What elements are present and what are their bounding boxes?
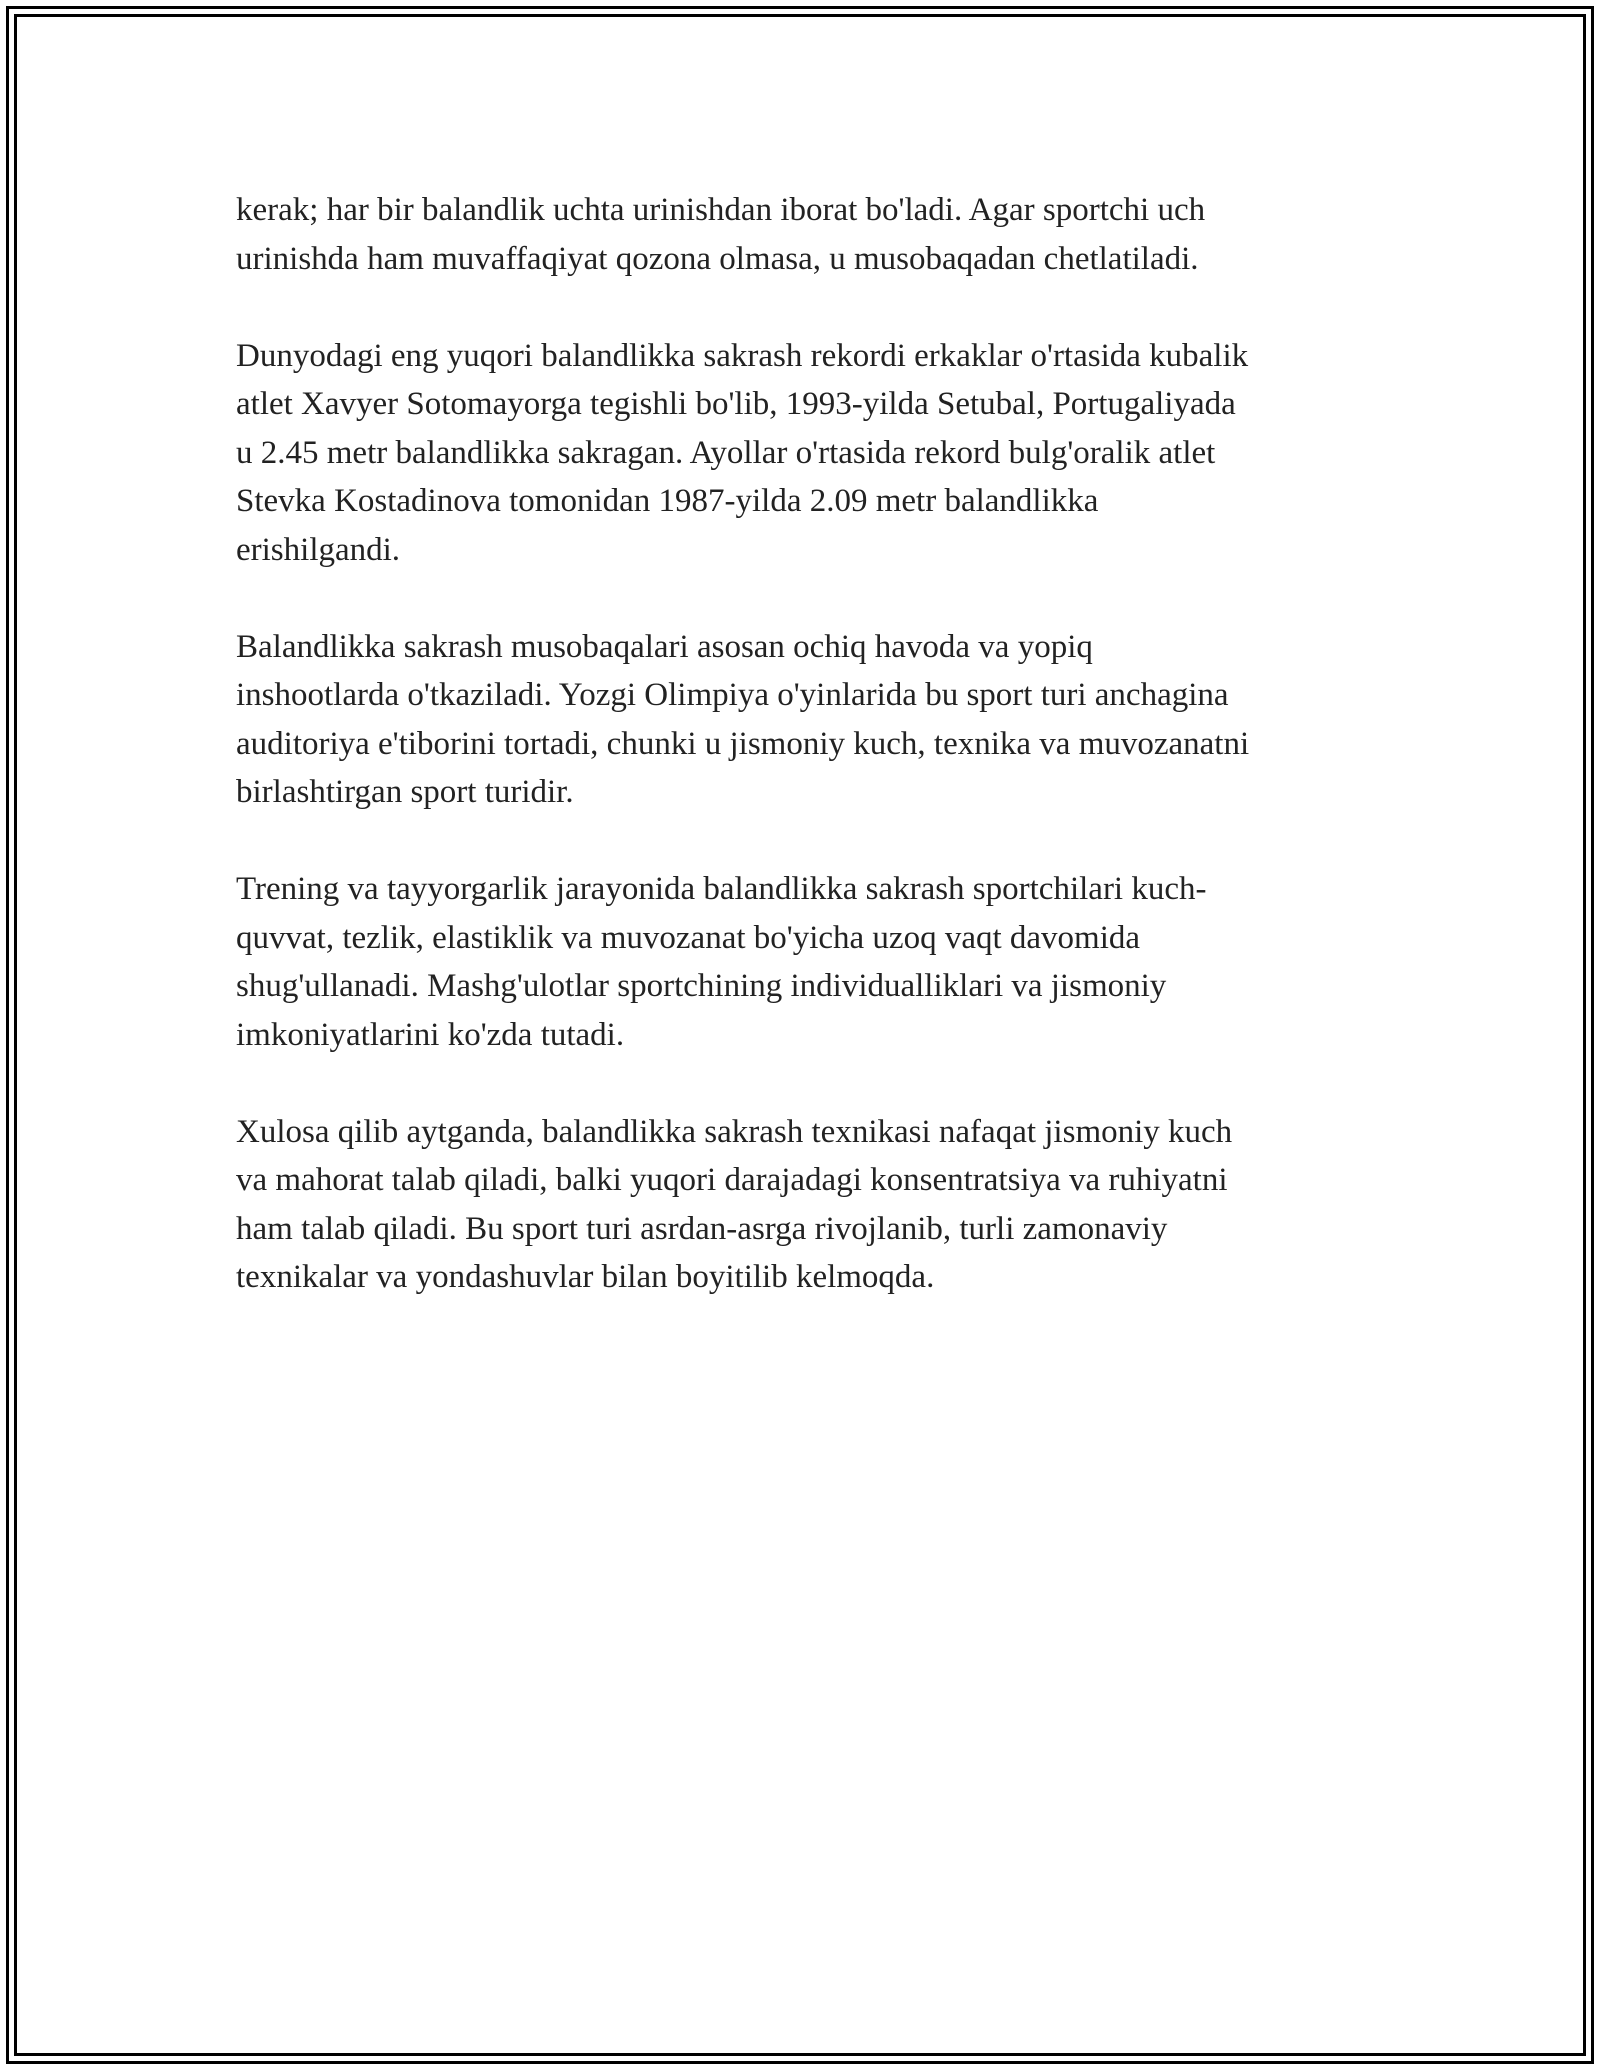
paragraph-world-records: Dunyodagi eng yuqori balandlikka sakrash rekordi erkaklar o'rtasida kubalik atlet Xavyer Sotomayorga tegishli bo'lib, 1993-yilda Setubal, Portugaliyada u 2.45 metr balandlikka sakragan. Ayollar o'rtasida rekord bulg'oralik atlet Stevka Kostadinova tomonidan 1987-yilda 2.09 metr balandlikka erishilgandi. bbox=[236, 337, 1249, 568]
paragraph-training: Trening va tayyorgarlik jarayonida balandlikka sakrash sportchilari kuch- quvvat, tezlik, elastiklik va muvozanat bo'yicha uzoq vaqt davomida shug'ullanadi. Mashg'ulotlar sportchining individualliklari va jismoniy imkoniyatlarini ko'zda tutadi. bbox=[236, 871, 1207, 1053]
paragraph-attempts-rule: kerak; har bir balandlik uchta urinishdan iborat bo'ladi. Agar sportchi uch urinishda ham muvaffaqiyat qozona olmasa, u musobaqadan chetlatiladi. bbox=[236, 192, 1206, 277]
paragraph-competitions-venues: Balandlikka sakrash musobaqalari asosan ochiq havoda va yopiq inshootlarda o'tkaziladi. Yozgi Olimpiya o'yinlarida bu sport turi anchagina auditoriya e'tiborini tortadi, chunki u jismoniy kuch, texnika va muvozanatni birlashtirgan sport turidir. bbox=[236, 628, 1250, 810]
paragraph-conclusion: Xulosa qilib aytganda, balandlikka sakrash texnikasi nafaqat jismoniy kuch va mahorat talab qiladi, balki yuqori darajadagi konsentratsiya va ruhiyatni ham talab qiladi. Bu sport turi asrdan-asrga rivojlanib, turli zamonaviy texnikalar va yondashuvlar bilan boyitilib kelmoqda. bbox=[236, 1113, 1233, 1295]
document-body bbox=[236, 186, 1376, 1350]
